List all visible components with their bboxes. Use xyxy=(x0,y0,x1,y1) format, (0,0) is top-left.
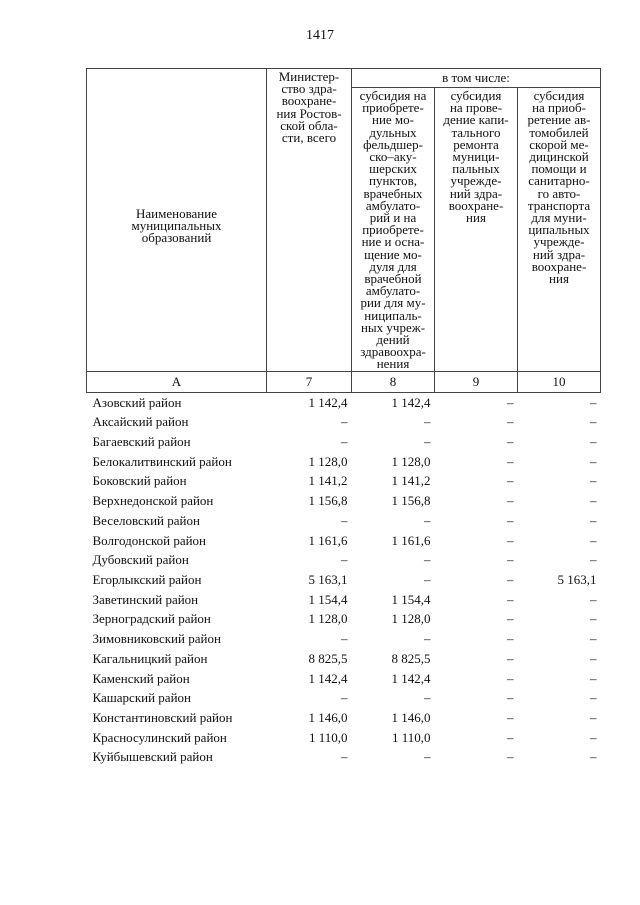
cell-total: 1 154,4 xyxy=(308,591,348,607)
colnum-9: 9 xyxy=(435,371,518,392)
row-name: Зимовниковский район xyxy=(92,631,221,647)
cell-col-8: – xyxy=(424,512,431,528)
cell-total: – xyxy=(341,414,348,430)
cell-col-9: – xyxy=(507,690,514,706)
cell-col-10: – xyxy=(590,552,597,568)
cell-col-10: – xyxy=(590,591,597,607)
cell-col-8: – xyxy=(424,690,431,706)
header-group-label: в том числе: xyxy=(352,69,601,88)
cell-col-10: – xyxy=(590,631,597,647)
table-row xyxy=(87,511,601,531)
table-row xyxy=(87,432,601,452)
cell-total: – xyxy=(341,749,348,765)
cell-col-10: – xyxy=(590,394,597,410)
row-name: Дубовский район xyxy=(92,552,189,568)
row-name: Красносулинский район xyxy=(92,729,227,745)
header-col-9: субсидия на прове- дение капи- тального ремонта муници- пальных учрежде- ний здра- воохране- ния xyxy=(435,88,518,372)
table-row xyxy=(87,392,601,412)
cell-col-9: – xyxy=(507,453,514,469)
cell-col-8: – xyxy=(424,749,431,765)
cell-col-9: – xyxy=(507,611,514,627)
cell-col-9: – xyxy=(507,552,514,568)
cell-col-9: – xyxy=(507,670,514,686)
cell-col-8: 1 154,4 xyxy=(391,591,431,607)
cell-col-8: 1 142,4 xyxy=(391,394,431,410)
table-row xyxy=(87,747,601,767)
cell-col-8: 1 161,6 xyxy=(391,532,431,548)
cell-total: 1 146,0 xyxy=(308,709,348,725)
cell-col-10: – xyxy=(590,690,597,706)
table-row xyxy=(87,590,601,610)
cell-total: 1 128,0 xyxy=(308,611,348,627)
cell-col-10: – xyxy=(590,414,597,430)
cell-col-8: 1 142,4 xyxy=(391,670,431,686)
cell-col-8: 1 128,0 xyxy=(391,611,431,627)
cell-col-9: – xyxy=(507,414,514,430)
cell-col-9: – xyxy=(507,729,514,745)
table-row xyxy=(87,550,601,570)
row-name: Заветинский район xyxy=(92,591,199,607)
cell-col-10: – xyxy=(590,532,597,548)
table-row xyxy=(87,412,601,432)
cell-col-8: 1 146,0 xyxy=(391,709,431,725)
cell-total: 1 142,4 xyxy=(308,394,348,410)
table-row xyxy=(87,728,601,748)
row-name: Аксайский район xyxy=(92,414,189,430)
cell-col-10: – xyxy=(590,749,597,765)
colnum-a: А xyxy=(87,371,267,392)
row-name: Багаевский район xyxy=(92,434,191,450)
table-row xyxy=(87,491,601,511)
cell-col-8: – xyxy=(424,572,431,587)
cell-col-8: – xyxy=(424,434,431,450)
cell-col-8: – xyxy=(424,414,431,430)
cell-total: – xyxy=(341,690,348,706)
cell-col-9: – xyxy=(507,394,514,410)
cell-col-8: 1 128,0 xyxy=(391,453,431,469)
cell-total: – xyxy=(341,631,348,647)
colnum-10: 10 xyxy=(518,371,601,392)
header-total-column: Министер- ство здра- воохране- ния Ростов- ской обла- сти, всего xyxy=(267,69,352,372)
row-name: Боковский район xyxy=(92,473,187,489)
cell-col-10: – xyxy=(590,434,597,450)
cell-col-10: 5 163,1 xyxy=(557,572,597,587)
table-row xyxy=(87,609,601,629)
cell-col-9: – xyxy=(507,512,514,528)
cell-col-10: – xyxy=(590,729,597,745)
table-row xyxy=(87,629,601,649)
row-name: Егорлыкский район xyxy=(92,572,202,587)
cell-col-10: – xyxy=(590,473,597,489)
cell-col-8: 1 156,8 xyxy=(391,493,431,509)
cell-col-9: – xyxy=(507,631,514,647)
cell-col-10: – xyxy=(590,493,597,509)
cell-col-9: – xyxy=(507,532,514,548)
header-col-10: субсидия на приоб- ретение ав- томобилей скорой ме- дицинской помощи и санитарно- го авто- транспорта для муни- ципальных учрежде- ний здра- воохране- ния xyxy=(518,88,601,372)
cell-col-9: – xyxy=(507,572,514,587)
cell-total: 1 161,6 xyxy=(308,532,348,548)
table-body xyxy=(87,392,601,767)
cell-col-9: – xyxy=(507,749,514,765)
row-name: Волгодонской район xyxy=(92,532,207,548)
header-col-8: субсидия на приобрете- ние мо- дульных фельдшер- ско–аку- шерских пунктов, врачебных амбулато- рий и на приобрете- ние и осна- щение мо- дуля для врачебной амбулато- рии для му- ниципаль- ных учреж- дений здравоохра- нения xyxy=(352,88,435,372)
row-name: Азовский район xyxy=(92,394,182,410)
cell-col-9: – xyxy=(507,591,514,607)
row-name: Кашарский район xyxy=(92,690,191,706)
row-name: Белокалитвинский район xyxy=(92,453,232,469)
cell-col-9: – xyxy=(507,434,514,450)
cell-total: 1 142,4 xyxy=(308,670,348,686)
header-name-text: Наименование муниципальных образований xyxy=(131,205,222,245)
table-row xyxy=(87,688,601,708)
subsidy-table xyxy=(86,68,601,767)
table-row xyxy=(87,708,601,728)
cell-total: – xyxy=(341,434,348,450)
cell-col-10: – xyxy=(590,709,597,725)
header-name-column xyxy=(87,69,267,372)
colnum-7: 7 xyxy=(267,371,352,392)
page-number: 1417 xyxy=(306,28,334,43)
row-name: Зерноградский район xyxy=(92,611,211,627)
cell-total: 1 156,8 xyxy=(308,493,348,509)
cell-total: 8 825,5 xyxy=(308,650,348,666)
row-name: Кагальницкий район xyxy=(92,650,208,666)
cell-col-10: – xyxy=(590,512,597,528)
cell-total: 1 141,2 xyxy=(308,473,348,489)
row-name: Верхнедонской район xyxy=(92,493,214,509)
cell-total: 5 163,1 xyxy=(308,572,348,587)
table-row xyxy=(87,649,601,669)
row-name: Куйбышевский район xyxy=(92,749,213,765)
cell-total: 1 110,0 xyxy=(308,729,348,745)
cell-col-10: – xyxy=(590,453,597,469)
row-name: Веселовский район xyxy=(92,512,200,528)
cell-col-9: – xyxy=(507,650,514,666)
cell-col-10: – xyxy=(590,670,597,686)
table-row xyxy=(87,452,601,472)
cell-total: – xyxy=(341,512,348,528)
cell-col-8: – xyxy=(424,552,431,568)
cell-col-8: 1 110,0 xyxy=(391,729,431,745)
cell-total: – xyxy=(341,552,348,568)
row-name: Константиновский район xyxy=(92,709,233,725)
colnum-8: 8 xyxy=(352,371,435,392)
cell-col-9: – xyxy=(507,493,514,509)
cell-total: 1 128,0 xyxy=(308,453,348,469)
table-row xyxy=(87,669,601,689)
cell-col-8: 1 141,2 xyxy=(391,473,431,489)
cell-col-10: – xyxy=(590,611,597,627)
cell-col-10: – xyxy=(590,650,597,666)
cell-col-9: – xyxy=(507,709,514,725)
cell-col-8: – xyxy=(424,631,431,647)
table-row xyxy=(87,531,601,551)
table-row xyxy=(87,570,601,590)
row-name: Каменский район xyxy=(92,670,190,686)
table-row xyxy=(87,471,601,491)
cell-col-9: – xyxy=(507,473,514,489)
cell-col-8: 8 825,5 xyxy=(391,650,431,666)
